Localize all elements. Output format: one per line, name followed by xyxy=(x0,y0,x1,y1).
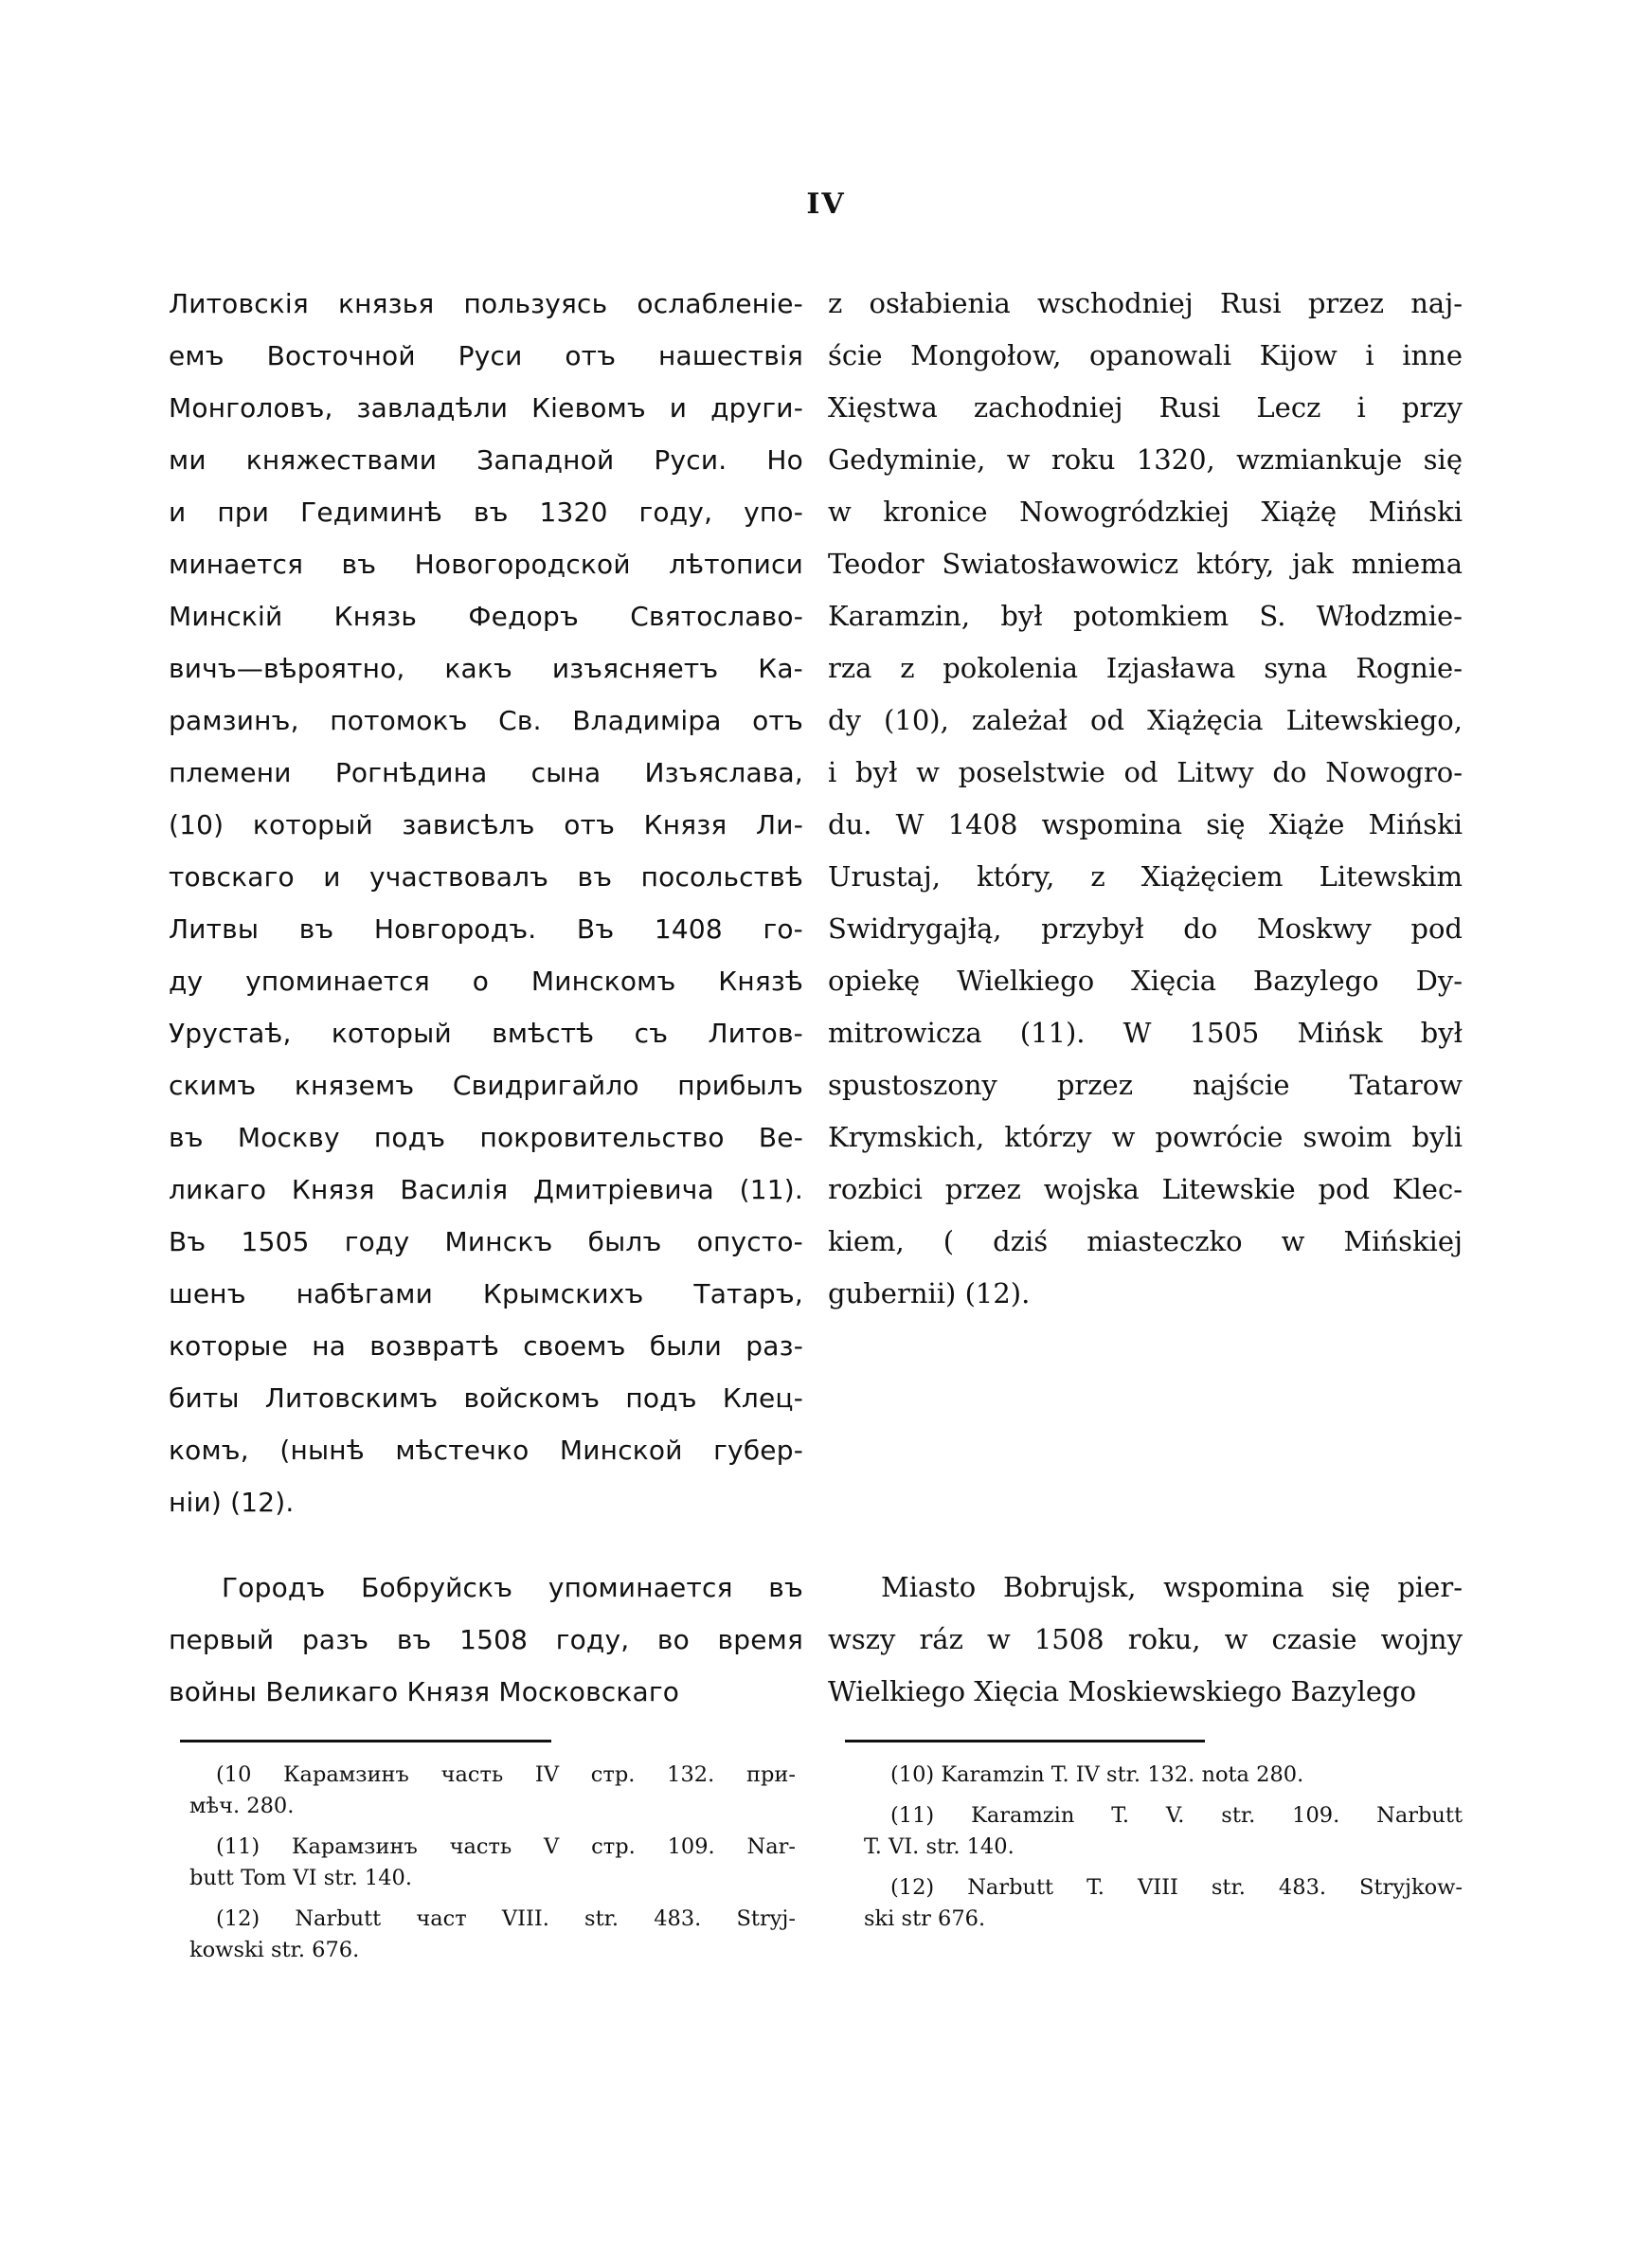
text-line: ду упоминается о Минскомъ Князѣ xyxy=(169,966,803,997)
footnote-line: butt Tom VI str. 140. xyxy=(189,1866,412,1890)
text-line: комъ, (нынѣ мѣстечко Минской губер- xyxy=(169,1435,803,1466)
text-line: du. W 1408 wspomina się Xiąże Miński xyxy=(828,808,1463,840)
text-line: i był w poselstwie od Litwy do Nowogro- xyxy=(828,756,1463,788)
text-line: ніи) (12). xyxy=(169,1487,295,1518)
text-line: ми княжествами Западной Руси. Но xyxy=(169,444,803,476)
text-line: spustoszony przez najście Tatarow xyxy=(828,1069,1463,1101)
footnote-gap xyxy=(864,1791,1463,1800)
text-line: w kronice Nowogródzkiej Xiążę Miński xyxy=(828,496,1463,528)
text-line: gubernii) (12). xyxy=(828,1277,1031,1309)
footnote-line: мѣч. 280. xyxy=(189,1794,295,1818)
text-line: Урустаѣ, который вмѣстѣ съ Литов- xyxy=(169,1018,803,1049)
text-line: ście Mongołow, opanowali Kijow i inne xyxy=(828,339,1463,371)
text-line: rozbici przez wojska Litewskie pod Klec- xyxy=(828,1173,1463,1205)
text-line: шенъ набѣгами Крымскихъ Татаръ, xyxy=(169,1278,803,1309)
text-line: емъ Восточной Руси отъ нашествія xyxy=(169,340,803,371)
text-line: Литвы въ Новгородъ. Въ 1408 го- xyxy=(169,913,803,945)
text-line: mitrowicza (11). W 1505 Mińsk był xyxy=(828,1017,1463,1049)
text-line: войны Великаго Князя Московскаго xyxy=(169,1676,680,1707)
footnote-line: ski str 676. xyxy=(864,1906,986,1931)
text-line: (10) который зависѣлъ отъ Князя Ли- xyxy=(169,809,803,840)
footnote-gap xyxy=(189,1822,796,1832)
text-line: биты Литовскимъ войскомъ подъ Клец- xyxy=(169,1382,803,1414)
right-paragraph-2 xyxy=(828,1562,1463,1718)
left-paragraph-1 xyxy=(169,278,803,1528)
text-line: Urustaj, który, z Xiążęciem Litewskim xyxy=(828,860,1463,893)
footnote-line: (10) Karamzin T. IV str. 132. nota 280. xyxy=(890,1762,1304,1787)
text-line: Swidrygajłą, przybył do Moskwy pod xyxy=(828,912,1463,945)
footnote-gap xyxy=(189,1894,796,1904)
right-footnotes xyxy=(864,1760,1463,1935)
footnote-line: kowski str. 676. xyxy=(189,1938,360,1962)
text-line: Минскій Князь Федоръ Святославо- xyxy=(169,601,803,632)
footnote-line: (10 Карамзинъ часть IV стр. 132. при- xyxy=(216,1762,796,1787)
left-footnotes xyxy=(189,1760,796,1966)
footnote-line: T. VI. str. 140. xyxy=(864,1834,1015,1859)
text-line: ликаго Князя Василія Дмитріевича (11). xyxy=(169,1174,803,1205)
text-line: Монголовъ, завладѣли Кіевомъ и други- xyxy=(169,392,803,424)
text-line: которые на возвратѣ своемъ были раз- xyxy=(169,1330,803,1362)
right-footnote-rule xyxy=(845,1740,1205,1742)
text-line: Miasto Bobrujsk, wspomina się pier- xyxy=(881,1571,1463,1603)
text-line: Teodor Swiatosławowicz który, jak mniema xyxy=(828,548,1463,580)
text-line: вичъ—вѣроятно, какъ изъясняетъ Ка- xyxy=(169,653,803,684)
text-line: wszy ráz w 1508 roku, w czasie wojny xyxy=(828,1623,1463,1655)
text-line: рамзинъ, потомокъ Св. Владиміра отъ xyxy=(169,705,803,736)
text-line: Gedyminie, w roku 1320, wzmiankuje się xyxy=(828,443,1463,476)
text-line: племени Рогнѣдина сына Изъяслава, xyxy=(169,757,803,788)
footnote-line: (11) Карамзинъ часть V стр. 109. Nar- xyxy=(216,1834,796,1859)
text-line: Krymskich, którzy w powrócie swoim byli xyxy=(828,1121,1463,1153)
text-line: въ Москву подъ покровительство Ве- xyxy=(169,1122,803,1153)
text-line: Въ 1505 году Минскъ былъ опусто- xyxy=(169,1226,803,1257)
text-line: и при Гедиминѣ въ 1320 году, упо- xyxy=(169,497,803,528)
text-line: kiem, ( dziś miasteczko w Mińskiej xyxy=(828,1225,1463,1257)
text-line: Xięstwa zachodniej Rusi Lecz i przy xyxy=(828,391,1463,424)
text-line: скимъ княземъ Свидригайло прибылъ xyxy=(169,1070,803,1101)
text-line: dy (10), zależał od Xiążęcia Litewskiego, xyxy=(828,704,1463,736)
footnote-line: (11) Karamzin T. V. str. 109. Narbutt xyxy=(890,1803,1463,1828)
text-line: z osłabienia wschodniej Rusi przez naj- xyxy=(828,287,1463,319)
footnote-line: (12) Narbutt част VIII. str. 483. Stryj- xyxy=(216,1906,796,1931)
page-number: IV xyxy=(806,188,846,221)
left-paragraph-2 xyxy=(169,1562,803,1718)
footnote-gap xyxy=(864,1863,1463,1872)
left-footnote-rule xyxy=(180,1740,551,1742)
text-line: товскаго и участвовалъ въ посольствѣ xyxy=(169,861,803,893)
text-line: rza z pokolenia Izjasława syna Rognie- xyxy=(828,652,1463,684)
text-line: минается въ Новогородской лѣтописи xyxy=(169,549,803,580)
text-line: Литовскія князья пользуясь ослабленіе- xyxy=(169,288,803,319)
text-line: Wielkiego Xięcia Moskiewskiego Bazylego xyxy=(828,1675,1417,1707)
text-line: Городъ Бобруйскъ упоминается въ xyxy=(222,1572,803,1603)
right-paragraph-1 xyxy=(828,278,1463,1320)
text-line: Karamzin, był potomkiem S. Włodzmie- xyxy=(828,600,1463,632)
text-line: opiekę Wielkiego Xięcia Bazylego Dy- xyxy=(828,965,1463,997)
footnote-line: (12) Narbutt T. VIII str. 483. Stryjkow- xyxy=(890,1875,1463,1900)
text-line: первый разъ въ 1508 году, во время xyxy=(169,1624,803,1655)
